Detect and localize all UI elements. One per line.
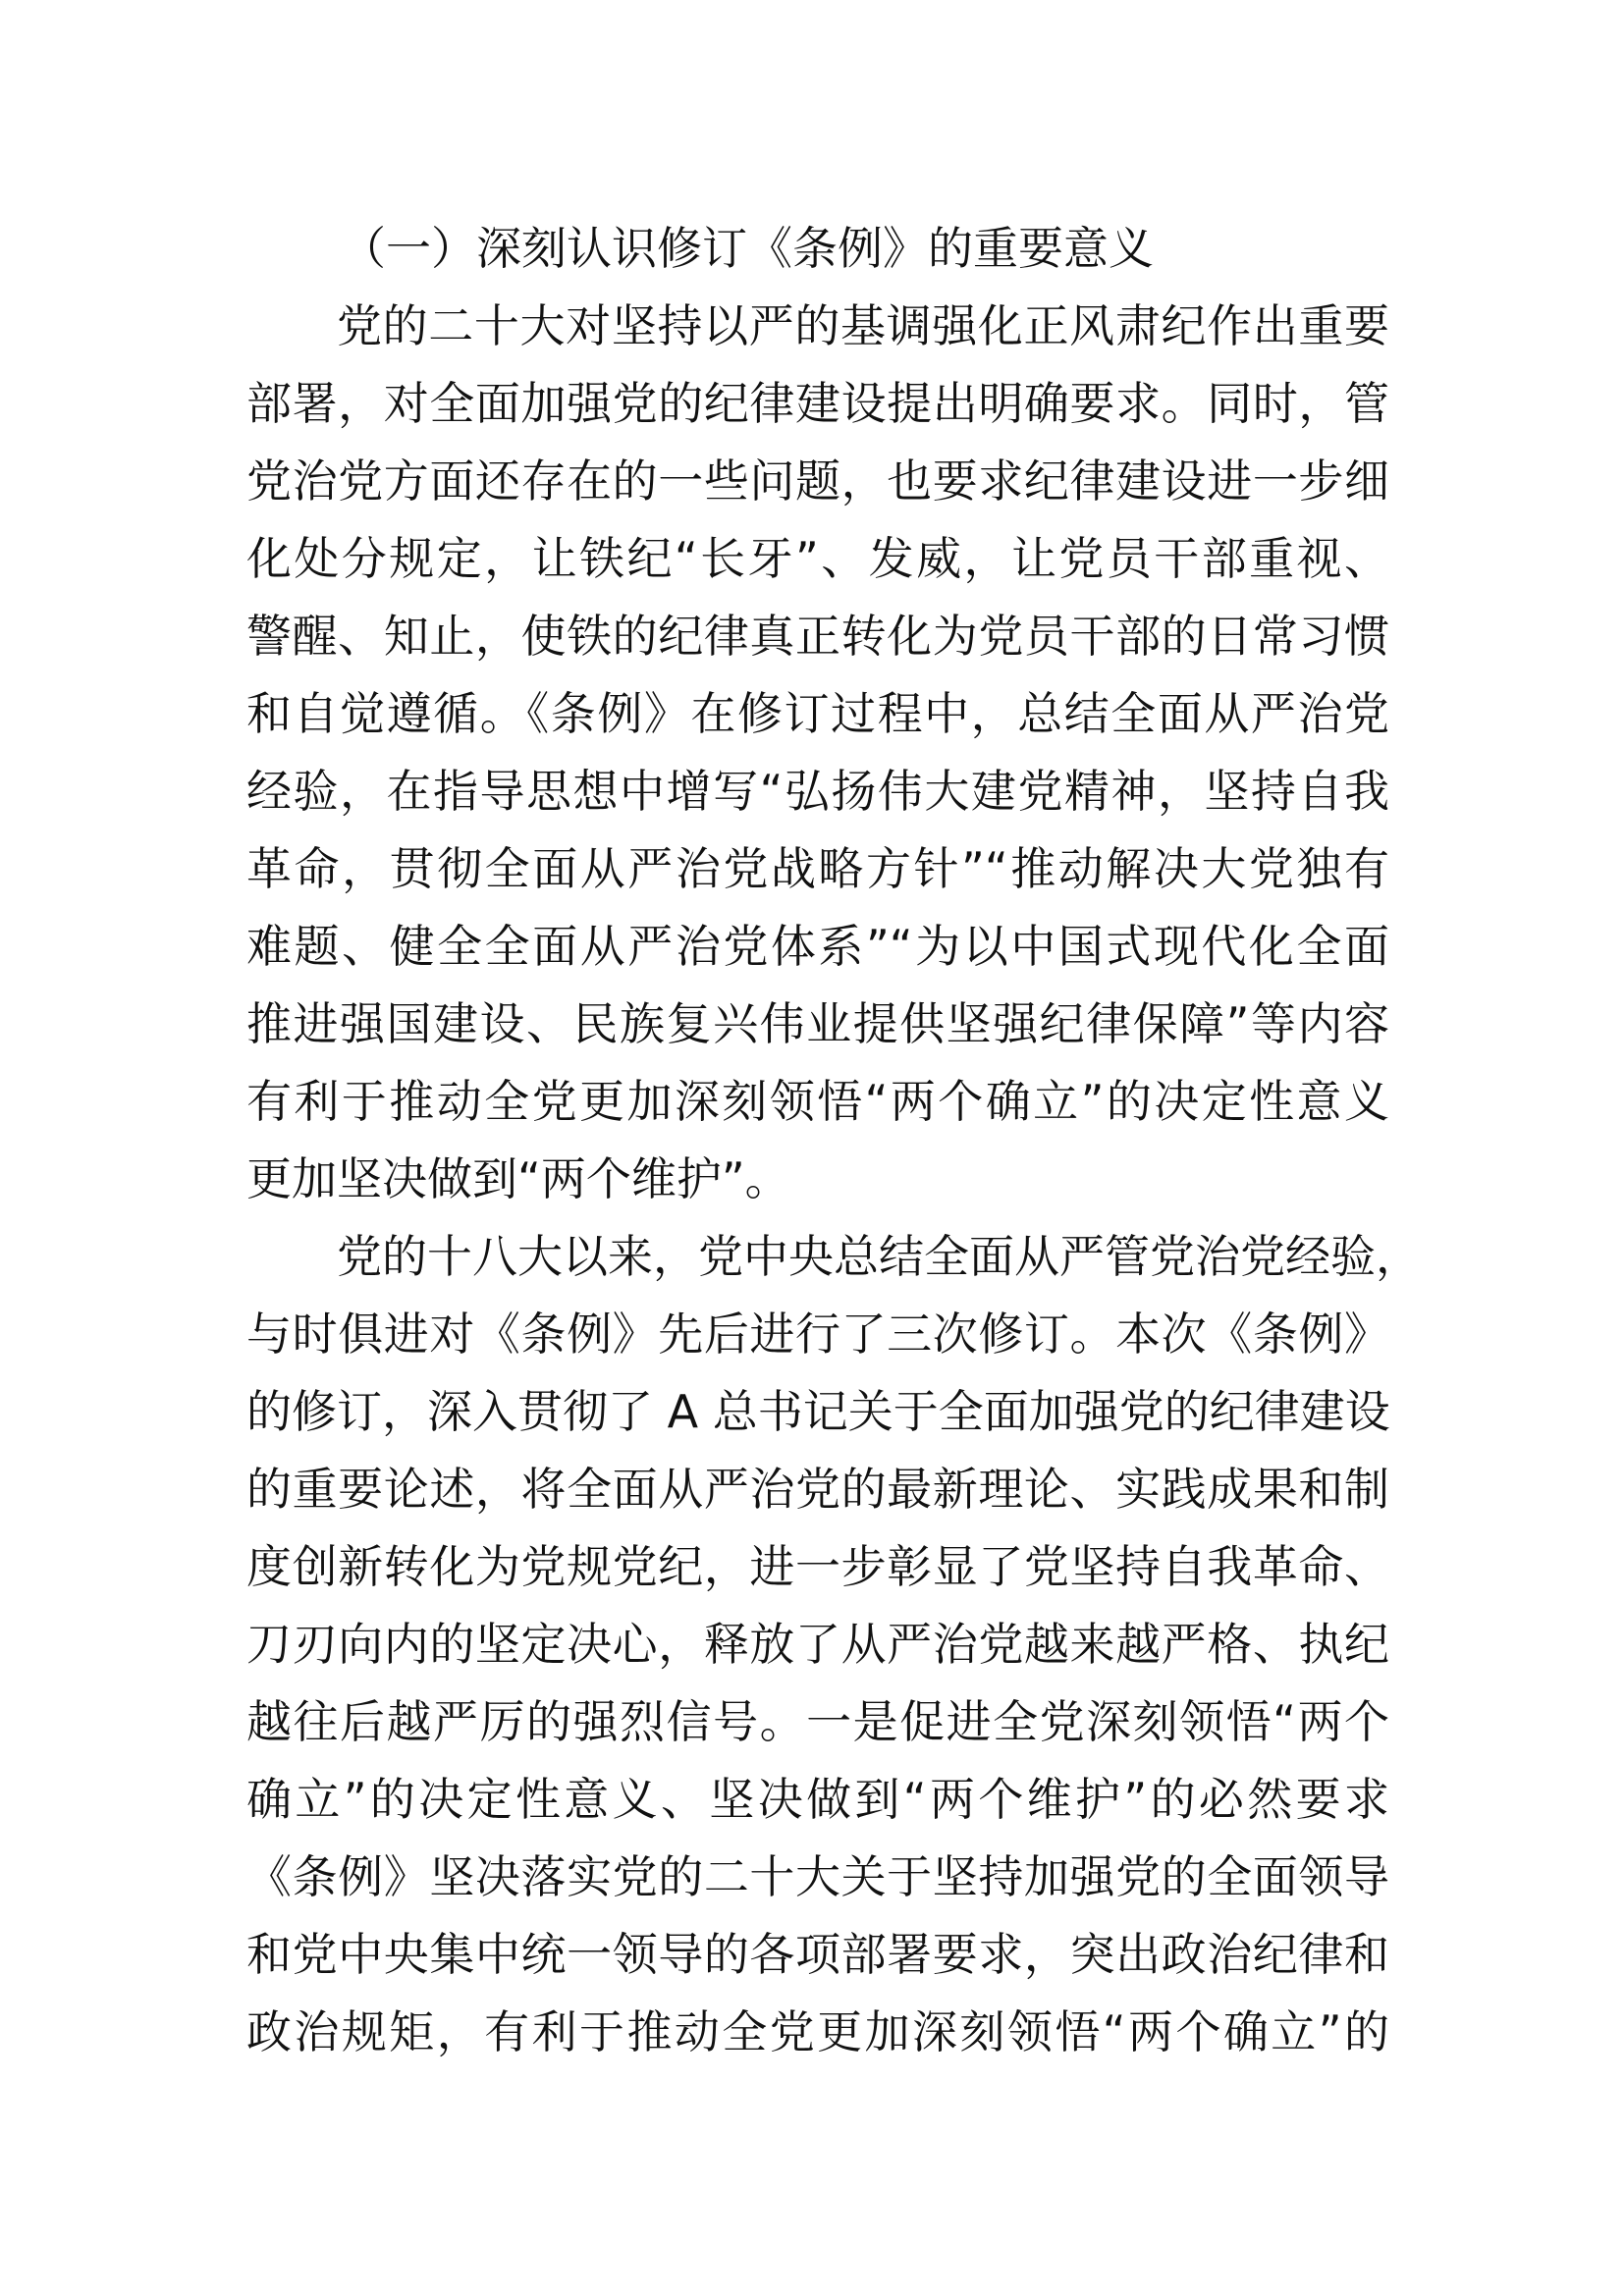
paragraph-line: 越往后越严厉的强烈信号。一是促进全党深刻领悟“两个 <box>246 1695 1389 1748</box>
paragraph-line: 党的十八大以来，党中央总结全面从严管党治党经验， <box>337 1230 1421 1283</box>
paragraph-line: 政治规矩，有利于推动全党更加深刻领悟“两个确立”的 <box>246 2005 1389 2058</box>
paragraph-line: 与时俱进对《条例》先后进行了三次修订。本次《条例》 <box>246 1308 1389 1361</box>
paragraph-line: 刀刃向内的坚定决心，释放了从严治党越来越严格、执纪 <box>246 1618 1389 1671</box>
paragraph-line: 确立”的决定性意义、坚决做到“两个维护”的必然要求 <box>246 1773 1389 1826</box>
paragraph-line: 化处分规定，让铁纪“长牙”、发威，让党员干部重视、 <box>246 532 1389 585</box>
paragraph-line: 部署，对全面加强党的纪律建设提出明确要求。同时，管 <box>246 377 1389 430</box>
paragraph-line: 推进强国建设、民族复兴伟业提供坚强纪律保障”等内容 <box>246 997 1389 1050</box>
paragraph-line: 警醒、知止，使铁的纪律真正转化为党员干部的日常习惯 <box>246 610 1389 663</box>
paragraph-line: 度创新转化为党规党纪，进一步彰显了党坚持自我革命、 <box>246 1540 1389 1593</box>
paragraph-line: 革命，贯彻全面从严治党战略方针”“推动解决大党独有 <box>246 842 1389 895</box>
paragraph-line: 《条例》坚决落实党的二十大关于坚持加强党的全面领导 <box>246 1850 1389 1903</box>
paragraph-line: 难题、健全全面从严治党体系”“为以中国式现代化全面 <box>246 920 1389 973</box>
paragraph-line: 党的二十大对坚持以严的基调强化正风肃纪作出重要 <box>337 299 1389 352</box>
paragraph-line: 更加坚决做到“两个维护”。 <box>246 1152 790 1205</box>
paragraph-line: 党治党方面还存在的一些问题，也要求纪律建设进一步细 <box>246 454 1389 507</box>
paragraph-line: 有利于推动全党更加深刻领悟“两个确立”的决定性意义 <box>246 1075 1389 1128</box>
paragraph-line: 经验，在指导思想中增写“弘扬伟大建党精神，坚持自我 <box>246 765 1389 818</box>
paragraph-1 <box>246 288 1389 1218</box>
paragraph-line: 的重要论述，将全面从严治党的最新理论、实践成果和制 <box>246 1463 1389 1516</box>
section-heading: （一）深刻认识修订《条例》的重要意义 <box>341 222 1154 275</box>
document-page <box>246 210 1421 2071</box>
paragraph-2 <box>246 1218 1421 2071</box>
paragraph-line: 和自觉遵循。《条例》在修订过程中，总结全面从严治党 <box>246 687 1389 740</box>
paragraph-line: 和党中央集中统一领导的各项部署要求，突出政治纪律和 <box>246 1928 1389 1981</box>
paragraph-line: 的修订，深入贯彻了 A 总书记关于全面加强党的纪律建设 <box>246 1385 1390 1438</box>
